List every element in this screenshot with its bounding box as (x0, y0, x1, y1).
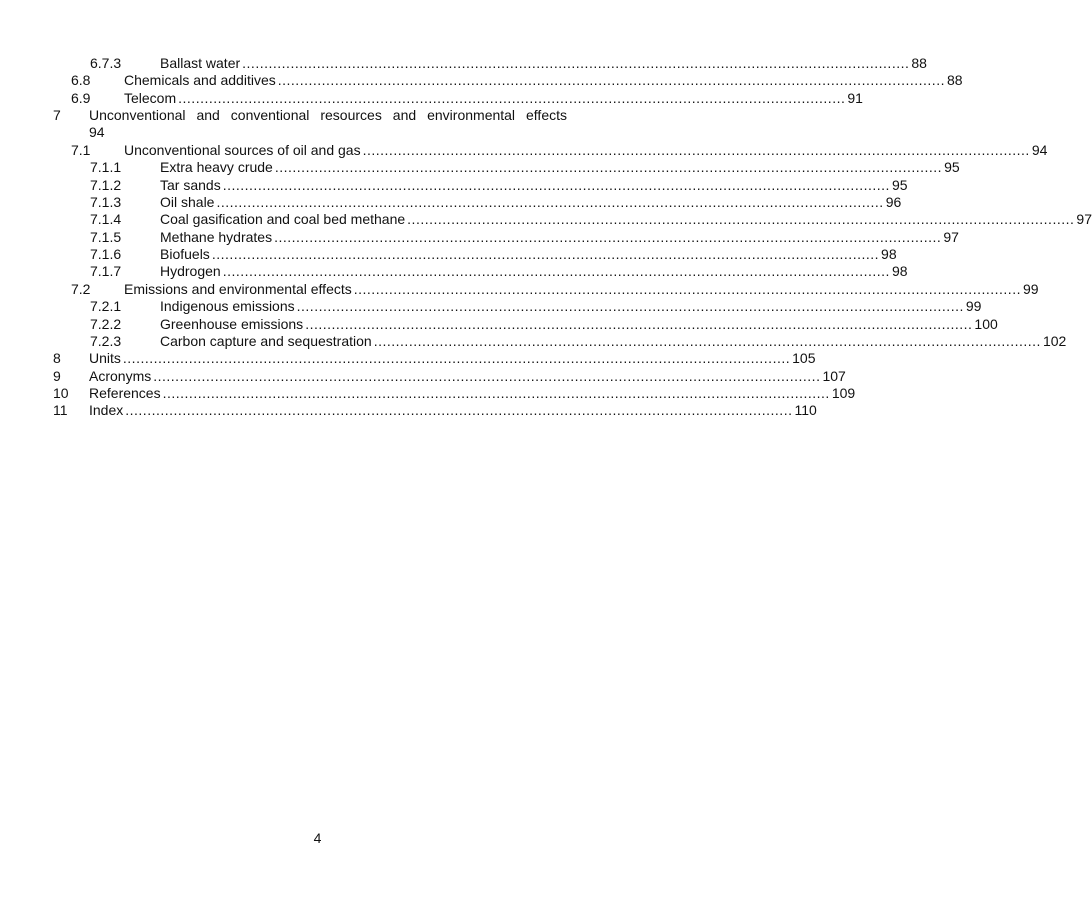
toc-entry-page: 95 (944, 159, 960, 175)
toc-entry-7-1-2[interactable] (90, 177, 908, 194)
toc-entry-11[interactable] (53, 402, 817, 419)
toc-entry-page: 105 (792, 350, 816, 366)
dot-leader: ........................................................................................................................................................ (277, 72, 945, 88)
toc-entry-page: 91 (847, 90, 863, 106)
dot-leader: ........................................................................................................................................................ (274, 159, 943, 175)
toc-entry-title: Oil shale (160, 194, 215, 210)
dot-leader: ........................................................................................................................................................ (242, 55, 910, 71)
toc-entry-9[interactable] (53, 368, 846, 385)
toc-entry-number: 7.1.2 (90, 177, 122, 193)
page-number: 4 (313, 830, 322, 846)
toc-entry-title: Emissions and environmental effects (124, 281, 352, 297)
toc-entry-6-7-3[interactable] (90, 55, 927, 72)
toc-entry-7-1-6[interactable] (90, 246, 897, 263)
dot-leader: ........................................................................................................................................................ (216, 194, 884, 210)
toc-entry-title: Biofuels (160, 246, 210, 262)
toc-entry-title: Indigenous emissions (160, 298, 295, 314)
toc-entry-10[interactable] (53, 385, 856, 402)
toc-entry-title: Units (89, 350, 121, 366)
toc-entry-page: 98 (881, 246, 897, 262)
toc-entry-title: Unconventional and conventional resources and environmental effects (89, 107, 567, 123)
toc-entry-page: 94 (1031, 142, 1048, 158)
toc-entry-number: 7.1.6 (90, 246, 122, 262)
toc-entry-number: 6.7.3 (90, 55, 122, 71)
toc-entry-number: 7.2 (71, 281, 91, 297)
toc-entry-page: 99 (1022, 281, 1039, 297)
toc-entry-7[interactable] (53, 107, 567, 141)
toc-entry-title: Carbon capture and sequestration (160, 333, 372, 349)
toc-entry-7-1-4[interactable] (90, 211, 1092, 228)
toc-entry-6-8[interactable] (71, 72, 963, 89)
toc-entry-title: Ballast water (160, 55, 241, 71)
toc-entry-number: 7.2.1 (90, 298, 122, 314)
toc-entry-page: 99 (965, 298, 982, 314)
toc-entry-title: Extra heavy crude (160, 159, 273, 175)
dot-leader: ........................................................................................................................................................ (373, 333, 1041, 349)
toc-entry-page: 94 (89, 124, 105, 140)
toc-entry-page: 107 (822, 368, 846, 384)
toc-entry-page: 88 (911, 55, 927, 71)
toc-entry-number: 7.1.5 (90, 229, 122, 245)
dot-leader: ........................................................................................................................................................ (125, 402, 793, 418)
toc-entry-7-2-2[interactable] (90, 316, 998, 333)
toc-entry-page: 110 (794, 402, 817, 418)
dot-leader: ........................................................................................................................................................ (407, 211, 1075, 227)
dot-leader: ........................................................................................................................................................ (178, 90, 846, 106)
dot-leader: ........................................................................................................................................................ (353, 281, 1021, 297)
toc-entry-page: 100 (974, 316, 998, 332)
toc-entry-number: 7.1.7 (90, 263, 122, 279)
toc-entry-title: Methane hydrates (160, 229, 273, 245)
toc-entry-page: 97 (943, 229, 959, 245)
dot-leader: ........................................................................................................................................................ (222, 177, 890, 193)
dot-leader: ........................................................................................................................................................ (162, 385, 830, 401)
toc-entry-page: 102 (1042, 333, 1067, 349)
toc-entry-title: Chemicals and additives (124, 72, 276, 88)
toc-entry-number: 7.1.1 (90, 159, 122, 175)
toc-entry-title: Coal gasification and coal bed methane (160, 211, 406, 227)
toc-entry-number: 8 (53, 350, 61, 366)
toc-entry-number: 7.2.2 (90, 316, 122, 332)
toc-entry-number: 7 (53, 107, 61, 123)
dot-leader: ........................................................................................................................................................ (153, 368, 821, 384)
dot-leader: ........................................................................................................................................................ (274, 229, 942, 245)
toc-entry-7-1-7[interactable] (90, 263, 908, 280)
toc-entry-number: 7.1 (71, 142, 91, 158)
toc-entry-page: 88 (946, 72, 963, 88)
toc-entry-number: 7.1.4 (90, 211, 122, 227)
toc-entry-title: Telecom (124, 90, 177, 106)
toc-entry-7-1[interactable] (71, 142, 1048, 159)
toc-entry-title: References (89, 385, 161, 401)
toc-entry-8[interactable] (53, 350, 816, 367)
toc-entry-title: Hydrogen (160, 263, 221, 279)
toc-entry-title: Tar sands (160, 177, 221, 193)
dot-leader: ........................................................................................................................................................ (122, 350, 791, 366)
toc-entry-title: Acronyms (89, 368, 152, 384)
toc-entry-7-2[interactable] (71, 281, 1039, 298)
toc-entry-6-9[interactable] (71, 90, 863, 107)
dot-leader: ........................................................................................................................................................ (305, 316, 973, 332)
toc-entry-7-1-1[interactable] (90, 159, 960, 176)
toc-entry-page: 98 (891, 263, 908, 279)
toc-entry-number: 6.8 (71, 72, 91, 88)
toc-entry-number: 7.2.3 (90, 333, 122, 349)
toc-entry-page: 97 (1076, 211, 1092, 227)
toc-entry-number: 6.9 (71, 90, 91, 106)
dot-leader: ........................................................................................................................................................ (296, 298, 964, 314)
toc-entry-7-1-3[interactable] (90, 194, 902, 211)
toc-entry-page: 95 (891, 177, 908, 193)
dot-leader: ........................................................................................................................................................ (362, 142, 1030, 158)
dot-leader: ........................................................................................................................................................ (211, 246, 880, 262)
toc-entry-title: Index (89, 402, 124, 418)
toc-entry-page: 96 (885, 194, 902, 210)
toc-entry-number: 11 (53, 402, 68, 418)
toc-entry-number: 7.1.3 (90, 194, 122, 210)
toc-entry-title: Greenhouse emissions (160, 316, 304, 332)
toc-entry-7-1-5[interactable] (90, 229, 959, 246)
toc-entry-7-2-1[interactable] (90, 298, 982, 315)
toc-entry-number: 9 (53, 368, 61, 384)
toc-entry-number: 10 (53, 385, 69, 401)
toc-entry-7-2-3[interactable] (90, 333, 1067, 350)
toc-entry-page: 109 (831, 385, 856, 401)
dot-leader: ........................................................................................................................................................ (222, 263, 890, 279)
toc-entry-title: Unconventional sources of oil and gas (124, 142, 361, 158)
